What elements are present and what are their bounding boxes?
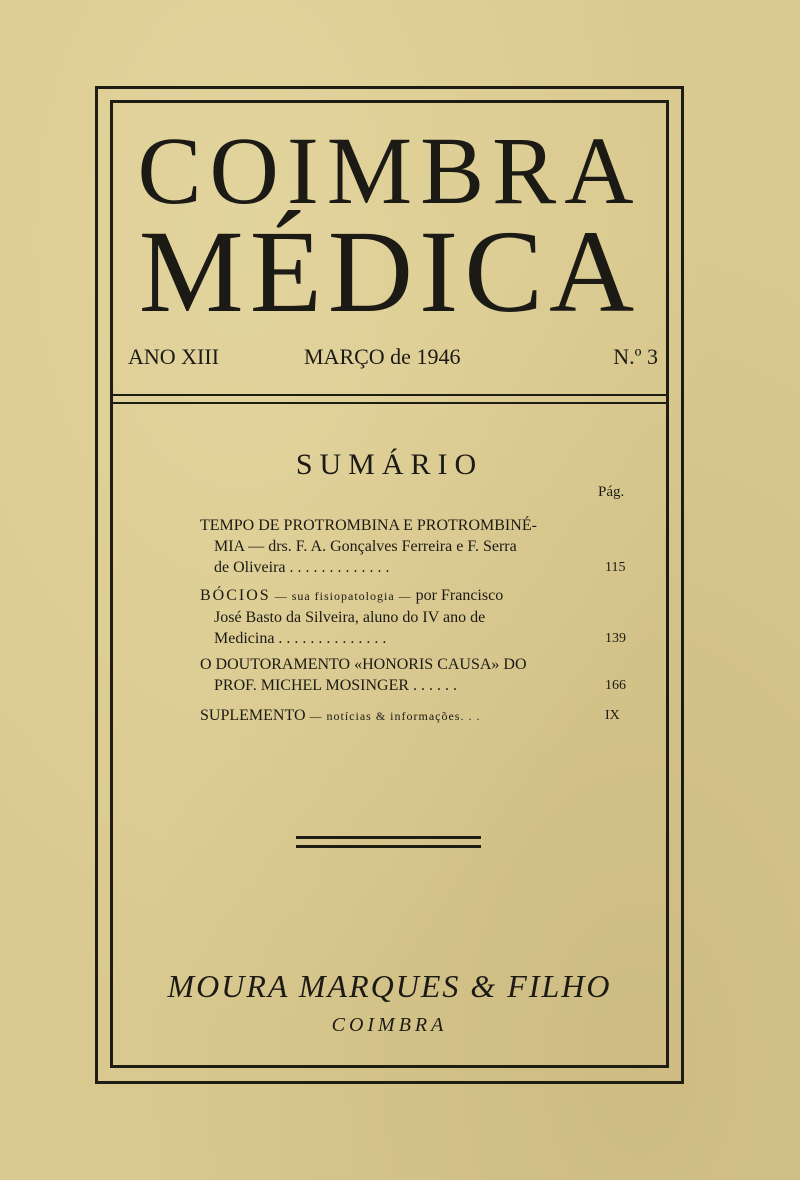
- entry-line: Medicina . . . . . . . . . . . . . . 139: [214, 630, 626, 647]
- contents-entry: [200, 654, 630, 696]
- issue-info: [128, 342, 658, 372]
- publisher-city: COIMBRA: [331, 1014, 448, 1036]
- entry-line: BÓCIOS — sua fisiopatologia — por Francisco: [200, 587, 504, 604]
- journal-title-line-1: COIMBRA: [137, 117, 642, 224]
- entry-line: PROF. MICHEL MOSINGER . . . . . . 166: [214, 677, 626, 694]
- ornamental-divider: [296, 836, 481, 848]
- issue-number: N.º 3: [613, 344, 658, 369]
- publisher-name: MOURA MARQUES & FILHO: [167, 968, 612, 1004]
- issue-date: MARÇO de 1946: [304, 344, 461, 369]
- entry-line: TEMPO DE PROTROMBINA E PROTROMBINÉ-: [200, 517, 537, 534]
- entry-line: SUPLEMENTO — notícias & informações. . . IX: [200, 707, 620, 724]
- entry-line: José Basto da Silveira, aluno do IV ano de: [214, 609, 486, 626]
- contents-heading: SUMÁRIO: [295, 448, 484, 481]
- entry-page-number: IX: [605, 708, 620, 723]
- issue-year: ANO XIII: [128, 344, 220, 369]
- contents-entry: [200, 705, 630, 727]
- entry-line: de Oliveira . . . . . . . . . . . . . 115: [214, 559, 626, 576]
- journal-title-line-2: MÉDICA: [138, 206, 641, 337]
- page-column-header: Pág.: [598, 484, 625, 500]
- contents-entry: [200, 515, 630, 578]
- contents-entry: [200, 585, 630, 649]
- entry-page-number: 166: [605, 678, 626, 693]
- entry-line: MIA — drs. F. A. Gonçalves Ferreira e F. Serra: [214, 538, 517, 555]
- entry-page-number: 139: [605, 631, 626, 646]
- header-divider: [113, 394, 666, 404]
- entry-line: O DOUTORAMENTO «HONORIS CAUSA» DO: [200, 656, 527, 673]
- entry-page-number: 115: [605, 560, 626, 575]
